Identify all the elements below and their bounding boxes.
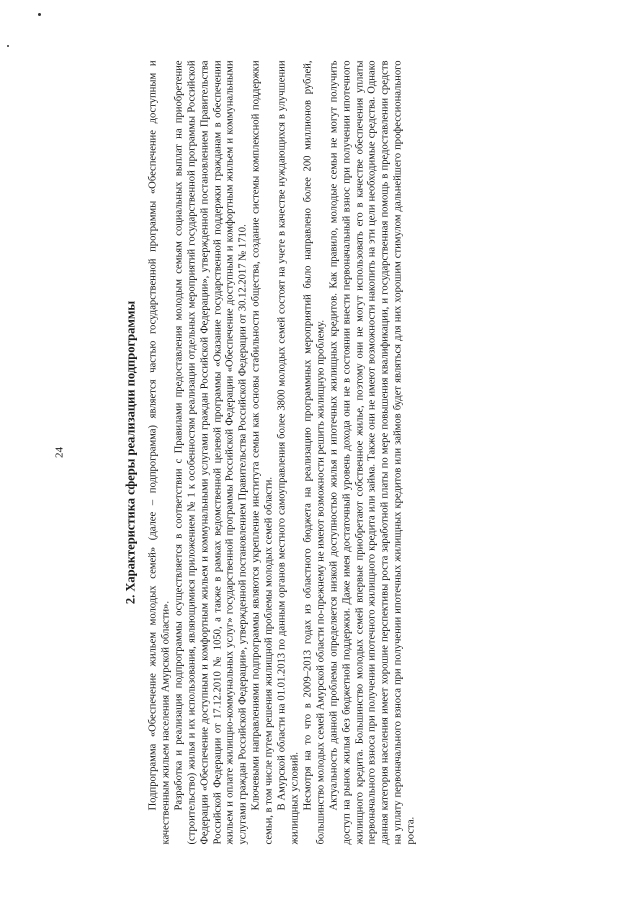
paragraph: Несмотря на то что в 2009–2013 годах из областного бюджета на реализацию программных мероприятий было направлено более 200 миллионов рублей, большинство молодых семей Амурской области по-прежнему не имеют возможности решить жилищную проблему. [302,60,327,845]
body-text [148,61,419,845]
paragraph: Разработка и реализация подпрограммы осуществляется в соответствии с Правилами предоставления молодым семьям социальных выплат на приобретение (строительство) жилья и их использования, являющимися приложением № 1 к особенностям реализации отдельных мероприятий государственной программы Российской Федерации «Обеспечение доступным и комфортным жильем и коммунальными услугами граждан Российской Федерации», утвержденной постановлением Правительства Российской Федерации от 17.12.2010 № 1050, а также в рамках ведомственной целевой программы «Оказание государственной поддержки гражданам в обеспечении жильем и оплате жилищно-коммунальных услуг» государственной программы Российской Федерации «Обеспечение доступным и комфортным жильем и коммунальными услугами граждан Российской Федерации», утвержденной постановлением Правительства Российской Федерации от 30.12.2017 № 1710. [173,60,249,845]
paragraph: Ключевыми направлениями подпрограммы являются укрепление института семьи как основы стабильности общества, создание системы комплексной поддержки семьи, в том числе путем решения жилищной проблемы молодых семей области. [250,60,275,845]
section-heading: 2. Характеристика сферы реализации подпрограммы [123,300,138,605]
page-number: 24 [53,447,66,458]
rotated-page-content [48,43,593,863]
paragraph: Подпрограмма «Обеспечение жильем молодых семей» (далее – подпрограмма) является частью государственной программы «Обеспечение доступным и качественным жильем населения Амурской области». [147,60,172,845]
scan-speck [7,45,9,47]
paragraph: Актуальность данной проблемы определяется низкой доступностью жилья и ипотечных жилищных кредитов. Как правило, молодые семьи не могут получить доступ на рынок жилья без бюджетной поддержки. Даже имея достаточный уровень дохода они не в состоянии внести первоначальный взнос при получении ипотечного жилищного кредита. Большинство молодых семей впервые приобретают собственное жилье, поэтому они не могут использовать его в качестве обеспечения уплаты первоначального взноса при получении ипотечного жилищного кредита или займа. Также они не имеют возможности накопить на эти цели необходимые средства. Однако данная категория населения имеет хорошие перспективы роста заработной платы по мере повышения квалификации, и государственная помощь в предоставлении средств на уплату первоначального взноса при получении ипотечных жилищных кредитов или займов будет являться для них хорошим стимулом дальнейшего профессионального роста. [328,60,417,845]
paragraph: В Амурской области на 01.01.2013 по данным органов местного самоуправления более 3800 молодых семей состоят на учете в качестве нуждающихся в улучшении жилищных условий. [276,60,301,845]
scan-speck [38,13,41,16]
